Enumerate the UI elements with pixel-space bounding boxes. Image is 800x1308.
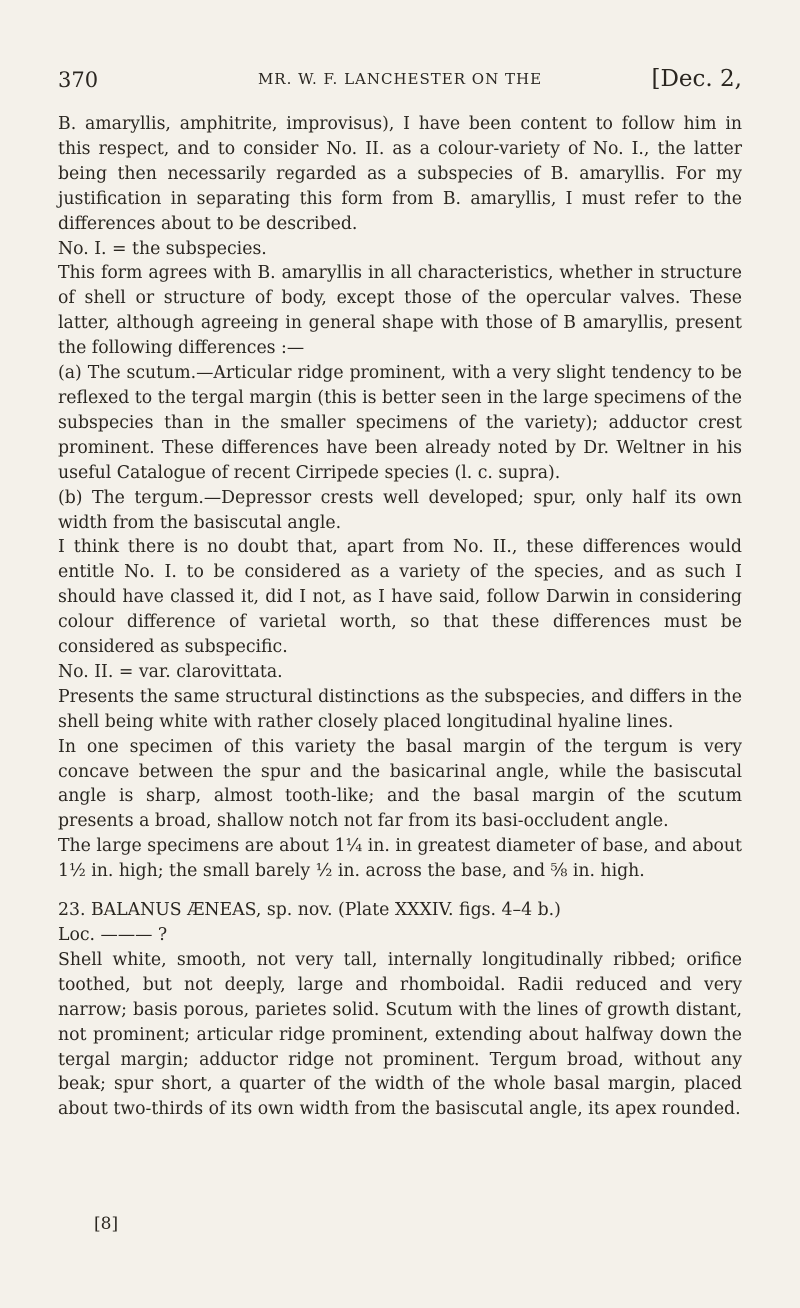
locality-line: Loc. ——— ?: [58, 925, 168, 945]
paragraph: B. amaryllis, amphitrite, improvisus), I have been content to follow him in this respect, and to consider No. II. as a colour-variety of No. I., the latter being then necessarily regarded as a subspecies of B. amaryllis. For my justification in separating this form from B. amaryllis, I must refer to the differences about to be described.: [58, 114, 742, 234]
paragraph: I think there is no doubt that, apart from No. II., these differences would entitle No. I. to be considered as a variety of the species, and as such I should have classed it, did I not, as I have said, follow Darwin in considering colour difference of varietal worth, so that these differences must be considered as subspecific.: [58, 537, 742, 658]
paragraph: In one specimen of this variety the basal margin of the tergum is very concave between the spur and the basicarinal angle, while the basiscutal angle is sharp, almost tooth-like; and the basal margin of the scutum presents a broad, shallow notch not far from its basi-occludent angle.: [58, 736, 742, 832]
paragraph: Shell white, smooth, not very tall, internally longitudinally ribbed; orifice toothed, but not deeply, large and rhomboidal. Radii reduced and very narrow; basis porous, parietes solid. Scutum with the lines of growth distant, not prominent; articular ridge prominent, extending about halfway down the tergal margin; adductor ridge not prominent. Tergum broad, without any beak; spur short, a quarter of the width of the whole basal margin, placed about two-thirds of its own width from the basiscutal angle, its apex rounded.: [58, 949, 742, 1120]
page-header: [58, 68, 742, 104]
paragraph: No. II. = var. clarovittata.: [58, 661, 283, 682]
paragraph: (b) The tergum.—Depressor crests well developed; spur, only half its own width from the basiscutal angle.: [58, 487, 742, 533]
body-text: [58, 112, 742, 1122]
paragraph: Presents the same structural distinctions as the subspecies, and differs in the shell being white with rather closely placed longitudinal hyaline lines.: [58, 686, 742, 732]
paragraph: The large specimens are about 1¼ in. in greatest diameter of base, and about 1½ in. high; the small barely ½ in. across the base, and ⅝ in. high.: [58, 836, 742, 882]
section-gap: [58, 884, 742, 898]
paragraph: This form agrees with B. amaryllis in all characteristics, whether in structure of shell or structure of body, except those of the opercular valves. These latter, although agreeing in general shape with those of B amaryllis, present the following differences :—: [58, 263, 742, 359]
paragraph: No. I. = the subspecies.: [58, 238, 267, 259]
section-heading: 23. BALANUS ÆNEAS, sp. nov. (Plate XXXIV. figs. 4–4 b.): [58, 900, 561, 921]
signature-mark: [8]: [94, 1214, 119, 1234]
running-title: MR. W. F. LANCHESTER ON THE: [257, 70, 543, 88]
paragraph: (a) The scutum.—Articular ridge prominent, with a very slight tendency to be reflexed to the tergal margin (this is better seen in the large specimens of the subspecies than in the smaller specimens of the variety); adductor crest prominent. These differences have been already noted by Dr. Weltner in his useful Catalogue of recent Cirripede species (l. c. supra).: [58, 363, 742, 483]
page-number: 370: [58, 68, 99, 92]
header-date: [Dec. 2,: [651, 66, 742, 92]
